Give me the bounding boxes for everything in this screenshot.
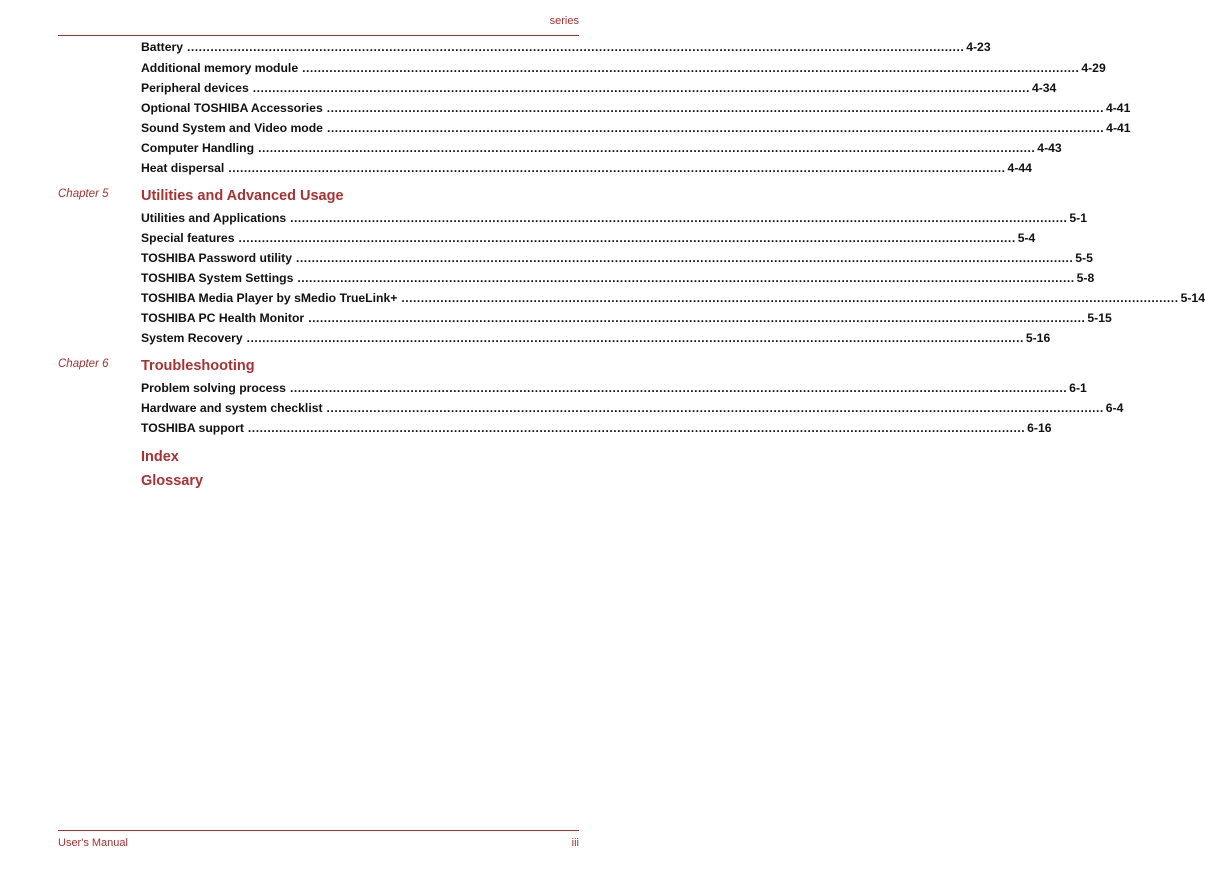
toc-entry-page: 4-41 — [1105, 101, 1131, 115]
toc-entry[interactable] — [141, 81, 1057, 97]
toc-entry[interactable] — [141, 331, 1051, 347]
toc-entry-page: 4-29 — [1081, 61, 1106, 75]
toc-entry[interactable] — [141, 141, 1062, 157]
toc-entry[interactable] — [141, 211, 1087, 227]
toc-entry[interactable] — [141, 251, 1093, 267]
toc-entry[interactable] — [141, 161, 1032, 177]
toc-leader: ........................................................................................................................................................................................................ — [326, 121, 1105, 135]
toc-entry[interactable] — [141, 61, 1106, 77]
toc-entry-title: TOSHIBA support — [141, 421, 244, 435]
header-rule — [58, 35, 579, 36]
toc-leader: ........................................................................................................................................................................................................ — [401, 291, 1179, 305]
toc-leader: ........................................................................................................................................................................................................ — [258, 141, 1036, 155]
toc-entry-page: 5-4 — [1017, 231, 1036, 245]
toc-entry-title: TOSHIBA PC Health Monitor — [141, 311, 305, 325]
toc-leader: ........................................................................................................................................................................................................ — [289, 381, 1068, 395]
toc-entry[interactable] — [141, 401, 1124, 417]
toc-leader: ........................................................................................................................................................................................................ — [246, 331, 1024, 345]
toc-entry-page: 5-14 — [1180, 291, 1205, 305]
header-series-label: series — [549, 15, 579, 27]
toc-entry-page: 5-8 — [1076, 271, 1095, 285]
toc-entry-title: Sound System and Video mode — [141, 121, 323, 135]
toc-leader: ........................................................................................................................................................................................................ — [187, 40, 965, 54]
toc-entry-title: System Recovery — [141, 331, 243, 345]
toc-leader: ........................................................................................................................................................................................................ — [297, 271, 1075, 285]
toc-entry-page: 5-15 — [1087, 311, 1112, 325]
toc-entry-page: 4-43 — [1037, 141, 1062, 155]
toc-entry-page: 5-16 — [1025, 331, 1051, 345]
toc-entry[interactable] — [141, 291, 1205, 307]
toc-entry-page: 4-41 — [1106, 121, 1131, 135]
footer-manual-label: User's Manual — [58, 837, 128, 849]
toc-leader: ........................................................................................................................................................................................................ — [326, 101, 1104, 115]
toc-entry[interactable] — [141, 381, 1087, 397]
chapter-5-title[interactable]: Utilities and Advanced Usage — [141, 188, 344, 204]
toc-leader: ........................................................................................................................................................................................................ — [228, 161, 1006, 175]
toc-leader: ........................................................................................................................................................................................................ — [290, 211, 1068, 225]
toc-leader: ........................................................................................................................................................................................................ — [326, 401, 1104, 415]
toc-leader: ........................................................................................................................................................................................................ — [238, 231, 1016, 245]
footer-rule — [58, 830, 579, 831]
toc-entry[interactable] — [141, 421, 1052, 437]
toc-entry-page: 4-23 — [966, 40, 991, 54]
toc-entry[interactable] — [141, 271, 1095, 287]
toc-entry-title: Optional TOSHIBA Accessories — [141, 101, 323, 115]
toc-entry[interactable] — [141, 101, 1131, 117]
toc-entry[interactable] — [141, 231, 1036, 247]
toc-entry-title: Hardware and system checklist — [141, 401, 323, 415]
toc-leader: ........................................................................................................................................................................................................ — [296, 251, 1074, 265]
toc-leader: ........................................................................................................................................................................................................ — [308, 311, 1086, 325]
toc-entry-title: Peripheral devices — [141, 81, 249, 95]
toc-entry[interactable] — [141, 311, 1112, 327]
toc-entry-title: Problem solving process — [141, 381, 286, 395]
toc-leader: ........................................................................................................................................................................................................ — [247, 421, 1026, 435]
toc-entry-page: 4-34 — [1031, 81, 1057, 95]
toc-entry-title: Battery — [141, 40, 183, 54]
toc-entry-page: 5-1 — [1069, 211, 1087, 225]
toc-leader: ........................................................................................................................................................................................................ — [302, 61, 1080, 75]
toc-entry-page: 6-1 — [1069, 381, 1087, 395]
glossary-link[interactable]: Glossary — [141, 473, 204, 489]
toc-entry-page: 5-5 — [1075, 251, 1093, 265]
toc-entry-title: TOSHIBA Password utility — [141, 251, 293, 265]
toc-entry-page: 6-16 — [1027, 421, 1052, 435]
index-link[interactable]: Index — [141, 449, 179, 465]
page-number: iii — [571, 837, 579, 849]
chapter-6-title[interactable]: Troubleshooting — [141, 358, 255, 374]
chapter-5-label: Chapter 5 — [58, 188, 109, 200]
toc-entry[interactable] — [141, 121, 1131, 137]
toc-entry-title: Utilities and Applications — [141, 211, 287, 225]
toc-entry-title: Additional memory module — [141, 61, 299, 75]
chapter-6-label: Chapter 6 — [58, 358, 109, 370]
toc-entry-page: 6-4 — [1105, 401, 1124, 415]
toc-entry-title: TOSHIBA System Settings — [141, 271, 294, 285]
toc-entry-title: TOSHIBA Media Player by sMedio TrueLink+ — [141, 291, 398, 305]
toc-entry-title: Special features — [141, 231, 235, 245]
toc-entry-page: 4-44 — [1007, 161, 1032, 175]
toc-leader: ........................................................................................................................................................................................................ — [252, 81, 1030, 95]
toc-entry[interactable] — [141, 40, 991, 56]
toc-entry-title: Heat dispersal — [141, 161, 225, 175]
toc-entry-title: Computer Handling — [141, 141, 255, 155]
